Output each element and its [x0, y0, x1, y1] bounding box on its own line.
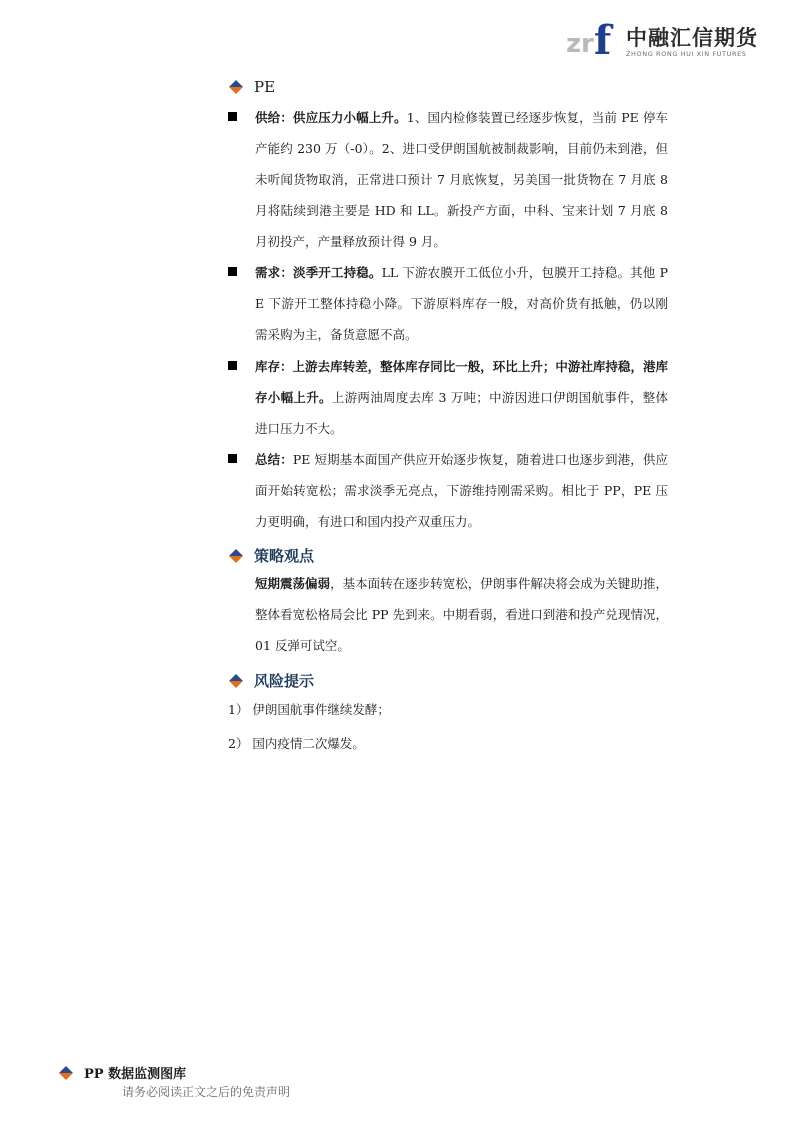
svg-text:r: r	[581, 29, 594, 59]
summary-lead: 总结：	[255, 452, 293, 467]
company-logo	[566, 18, 756, 64]
logo-chinese-name: 中融汇信期货	[626, 26, 758, 50]
inventory-text: 上游两油周度去库 3 万吨；中游因进口伊朗国航事件，整体进口压力不大。	[255, 390, 668, 436]
diamond-bullet-icon	[228, 79, 244, 95]
summary-text: PE 短期基本面国产供应开始逐步恢复，随着进口也逐步到港，供应面开始转宽松；需求淡季无亮点，下游维持刚需采购。相比于 PP，PE 压力更明确，有进口和国内投产双重压力。	[255, 452, 668, 529]
bullet-demand	[228, 257, 668, 350]
demand-text: LL 下游农膜开工低位小升，包膜开工持稳。其他 PE 下游开工整体持稳小降。下游原料库存一般，对高价货有抵触，仍以刚需采购为主，备货意愿不高。	[255, 265, 668, 342]
inventory-lead: 库存：上游去库转差，整体库存同比一般，环比上升；中游社库持稳，港库存小幅上升。	[255, 359, 668, 405]
strategy-block	[255, 568, 668, 661]
diamond-bullet-icon	[58, 1065, 74, 1081]
risk-item: 1） 伊朗国航事件继续发酵；	[228, 702, 390, 717]
svg-text:f: f	[594, 20, 612, 60]
section-heading-strategy	[228, 545, 314, 566]
demand-lead: 需求：淡季开工持稳。	[255, 265, 382, 280]
footer-title-text: PP 数据监测图库	[84, 1067, 187, 1082]
summary-paragraph	[255, 444, 668, 537]
logo-mark-icon	[566, 20, 620, 60]
section-heading-pe	[228, 78, 275, 96]
square-bullet-icon	[228, 454, 237, 463]
supply-text: 1、国内检修装置已经逐步恢复，当前 PE 停车产能约 230 万（-0）。2、进口受伊朗国航被制裁影响，目前仍未到港，但未听闻货物取消，正常进口预计 7 月底恢复，另美国一批货物在 7 月底 8 月将陆续到港主要是 HD 和 LL。新投产方面，中科、宝来计划 7 月底 8 月初投产，产量释放预计得 9 月。	[255, 110, 668, 249]
square-bullet-icon	[228, 112, 237, 121]
inventory-paragraph	[255, 351, 668, 444]
svg-text:z: z	[566, 29, 582, 59]
footer-disclaimer: 请务必阅读正文之后的免责声明	[122, 1085, 291, 1099]
bullet-supply	[228, 102, 668, 257]
section-title-pe: PE	[254, 78, 276, 96]
bullet-inventory	[228, 351, 668, 444]
supply-lead: 供给：供应压力小幅上升。	[255, 110, 407, 125]
diamond-bullet-icon	[228, 548, 244, 564]
bullet-summary	[228, 444, 668, 537]
section-title-risk: 风险提示	[254, 672, 315, 690]
square-bullet-icon	[228, 267, 237, 276]
supply-paragraph	[255, 102, 668, 257]
section-title-strategy: 策略观点	[254, 547, 315, 565]
strategy-lead: 短期震荡偏弱	[255, 576, 331, 591]
demand-paragraph	[255, 257, 668, 350]
diamond-bullet-icon	[228, 673, 244, 689]
section-heading-risk	[228, 670, 314, 691]
logo-english-name: ZHONG RONG HUI XIN FUTURES	[626, 50, 747, 58]
risk-item: 2） 国内疫情二次爆发。	[228, 736, 365, 751]
footer-title	[58, 1063, 186, 1082]
strategy-paragraph	[255, 568, 668, 661]
strategy-text: ，基本面转在逐步转宽松，伊朗事件解决将会成为关键助推，整体看宽松格局会比 PP 先到来。中期看弱，看进口到港和投产兑现情况，01 反弹可试空。	[255, 576, 668, 653]
square-bullet-icon	[228, 361, 237, 370]
